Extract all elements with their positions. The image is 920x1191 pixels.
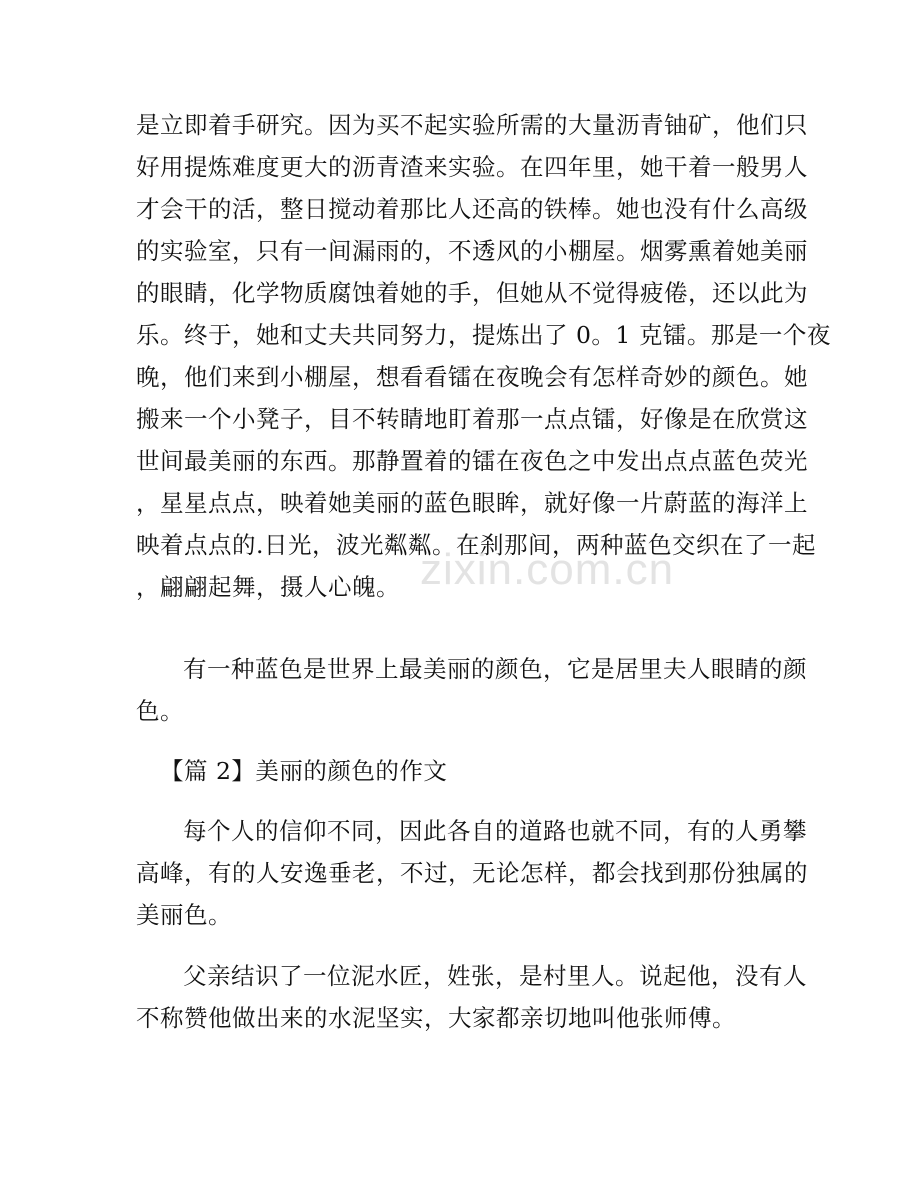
paragraph-line: 不称赞他做出来的水泥坚实，大家都亲切地叫他张师傅。 — [136, 1004, 736, 1032]
paragraph-line: 才会干的活，整日搅动着那比人还高的铁棒。她也没有什么高级 — [136, 195, 808, 223]
paragraph-line: 晚，他们来到小棚屋，想看看镭在夜晚会有怎样奇妙的颜色。她 — [136, 363, 808, 391]
paragraph-line: 世间最美丽的东西。那静置着的镭在夜色之中发出点点蓝色荧光 — [136, 447, 808, 475]
paragraph-line: ，星星点点，映着她美丽的蓝色眼眸，就好像一片蔚蓝的海洋上 — [136, 489, 808, 517]
paragraph-line: 映着点点的.日光，波光粼粼。在刹那间，两种蓝色交织在了一起 — [136, 531, 816, 559]
paragraph-line: 的实验室，只有一间漏雨的，不透风的小棚屋。烟雾熏着她美丽 — [136, 237, 808, 265]
paragraph-line: 色。 — [136, 697, 184, 725]
paragraph-line: 有一种蓝色是世界上最美丽的颜色，它是居里夫人眼睛的颜 — [183, 655, 807, 683]
paragraph-line: 是立即着手研究。因为买不起实验所需的大量沥青铀矿，他们只 — [136, 111, 808, 139]
paragraph-line: 搬来一个小凳子，目不转睛地盯着那一点点镭，好像是在欣赏这 — [136, 405, 808, 433]
paragraph-line: 好用提炼难度更大的沥青渣来实验。在四年里，她干着一般男人 — [136, 153, 808, 181]
paragraph-line: 高峰，有的人安逸垂老，不过，无论怎样，都会找到那份独属的 — [136, 859, 808, 887]
section-heading: 【篇 2】美丽的颜色的作文 — [160, 757, 448, 785]
paragraph-line: 乐。终于，她和丈夫共同努力，提炼出了 0。1 克镭。那是一个夜 — [136, 321, 831, 349]
paragraph-line: 每个人的信仰不同，因此各自的道路也就不同，有的人勇攀 — [183, 817, 807, 845]
paragraph-line: 美丽色。 — [136, 901, 232, 929]
paragraph-line: 的眼睛，化学物质腐蚀着她的手，但她从不觉得疲倦，还以此为 — [136, 279, 808, 307]
watermark: zixin.com.cn — [420, 545, 675, 594]
paragraph-line: ，翩翩起舞，摄人心魄。 — [136, 573, 400, 601]
paragraph-line: 父亲结识了一位泥水匠，姓张，是村里人。说起他，没有人 — [183, 962, 807, 990]
